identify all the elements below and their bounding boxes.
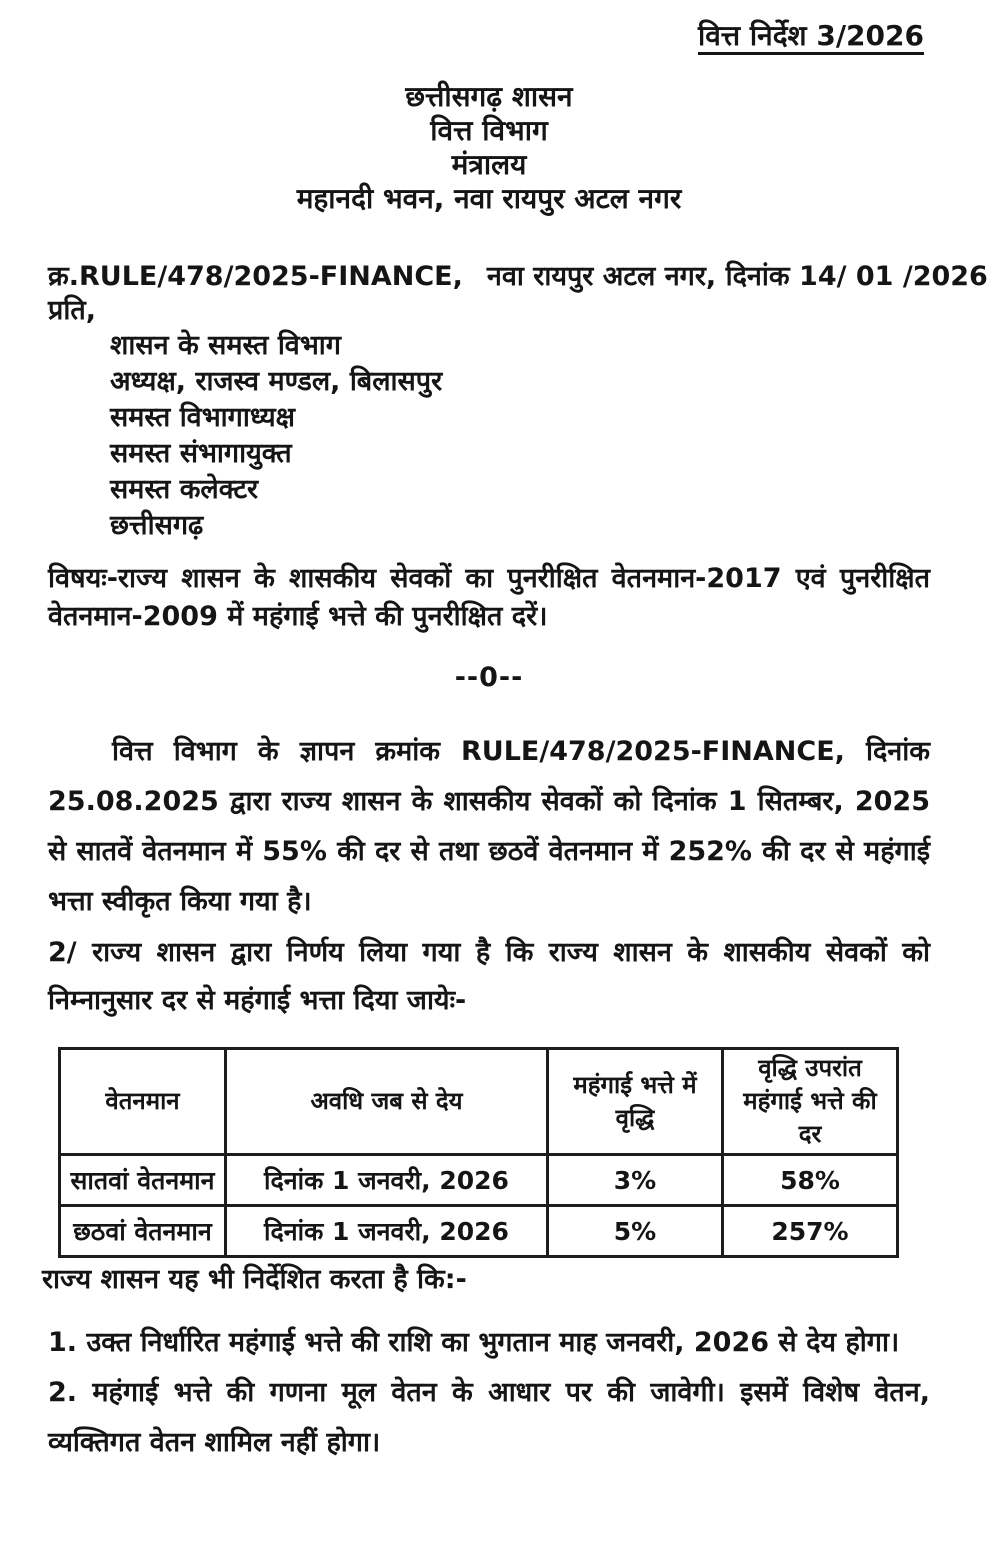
table-cell-period: दिनांक 1 जनवरी, 2026 <box>226 1206 548 1257</box>
subject-line: विषयः-राज्य शासन के शासकीय सेवकों का पुनरीक्षित वेतनमान-2017 एवं पुनरीक्षित वेतनमान-2009 में महंगाई भत्ते की पुनरीक्षित दरें। <box>48 563 930 632</box>
finance-directive-number-text: वित्त निर्देश 3/2026 <box>697 19 924 52</box>
directive-points <box>48 1318 930 1468</box>
recipient-item: समस्त संभागायुक्त <box>110 438 292 469</box>
table-cell-period: दिनांक 1 जनवरी, 2026 <box>226 1155 548 1206</box>
directive-intro: राज्य शासन यह भी निर्देशित करता है कि:- <box>42 1264 467 1295</box>
separator-mark: --0-- <box>454 662 524 693</box>
table-row <box>60 1155 898 1206</box>
recipient-item: समस्त विभागाध्यक्ष <box>110 402 296 433</box>
recipient-item: शासन के समस्त विभाग <box>110 330 341 361</box>
department-name: वित्त विभाग <box>430 114 548 147</box>
point-1: 1. उक्त निर्धारित महंगाई भत्ते की राशि का भुगतान माह जनवरी, 2026 से देय होगा। <box>48 1327 900 1358</box>
place-and-date: नवा रायपुर अटल नगर, दिनांक 14/ 01 /2026 <box>486 261 988 292</box>
table-cell-pay-scale: सातवां वेतनमान <box>60 1155 226 1206</box>
reference-line <box>48 260 988 294</box>
dearness-allowance-table <box>58 1047 899 1258</box>
table-cell-pay-scale: छठवां वेतनमान <box>60 1206 226 1257</box>
table-header-period: अवधि जब से देय <box>226 1049 548 1155</box>
recipient-item: अध्यक्ष, राजस्व मण्डल, बिलासपुर <box>110 366 443 397</box>
reference-number: क्र.RULE/478/2025-FINANCE, <box>48 261 463 292</box>
recipient-item: समस्त कलेक्टर <box>110 474 259 505</box>
to-label: प्रति, <box>48 295 97 326</box>
address-line: महानदी भवन, नवा रायपुर अटल नगर <box>296 182 682 215</box>
table-header-pay-scale: वेतनमान <box>60 1049 226 1155</box>
letterhead <box>48 80 930 216</box>
table-cell-da-rate-after: 257% <box>723 1206 898 1257</box>
table-header-da-rate-after: वृद्धि उपरांत महंगाई भत्ते की दर <box>723 1049 898 1155</box>
table-cell-da-rate-after: 58% <box>723 1155 898 1206</box>
paragraph-1: वित्त विभाग के ज्ञापन क्रमांक RULE/478/2025-FINANCE, दिनांक 25.08.2025 द्वारा राज्य शासन के शासकीय सेवकों को दिनांक 1 सितम्बर, 2025 से सातवें वेतनमान में 55% की दर से तथा छठवें वेतनमान में 252% की दर से महंगाई भत्ता स्वीकृत किया गया है। <box>48 736 930 917</box>
paragraph-2: 2/ राज्य शासन द्वारा निर्णय लिया गया है कि राज्य शासन के शासकीय सेवकों को निम्नानुसार दर से महंगाई भत्ता दिया जायेः- <box>48 937 930 1016</box>
table-row <box>60 1206 898 1257</box>
table-cell-da-increase: 3% <box>548 1155 723 1206</box>
table-header-da-increase: महंगाई भत्ते में वृद्धि <box>548 1049 723 1155</box>
table-cell-da-increase: 5% <box>548 1206 723 1257</box>
government-name: छत्तीसगढ़ शासन <box>405 80 573 113</box>
point-2: 2. महंगाई भत्ते की गणना मूल वेतन के आधार पर की जावेगी। इसमें विशेष वेतन, व्यक्तिगत वेतन शामिल नहीं होगा। <box>48 1377 930 1458</box>
ministry-name: मंत्रालय <box>451 148 527 181</box>
table-header-row <box>60 1049 898 1155</box>
recipient-list <box>110 328 930 544</box>
finance-directive-number <box>48 16 924 54</box>
recipient-item: छत्तीसगढ़ <box>110 510 204 541</box>
